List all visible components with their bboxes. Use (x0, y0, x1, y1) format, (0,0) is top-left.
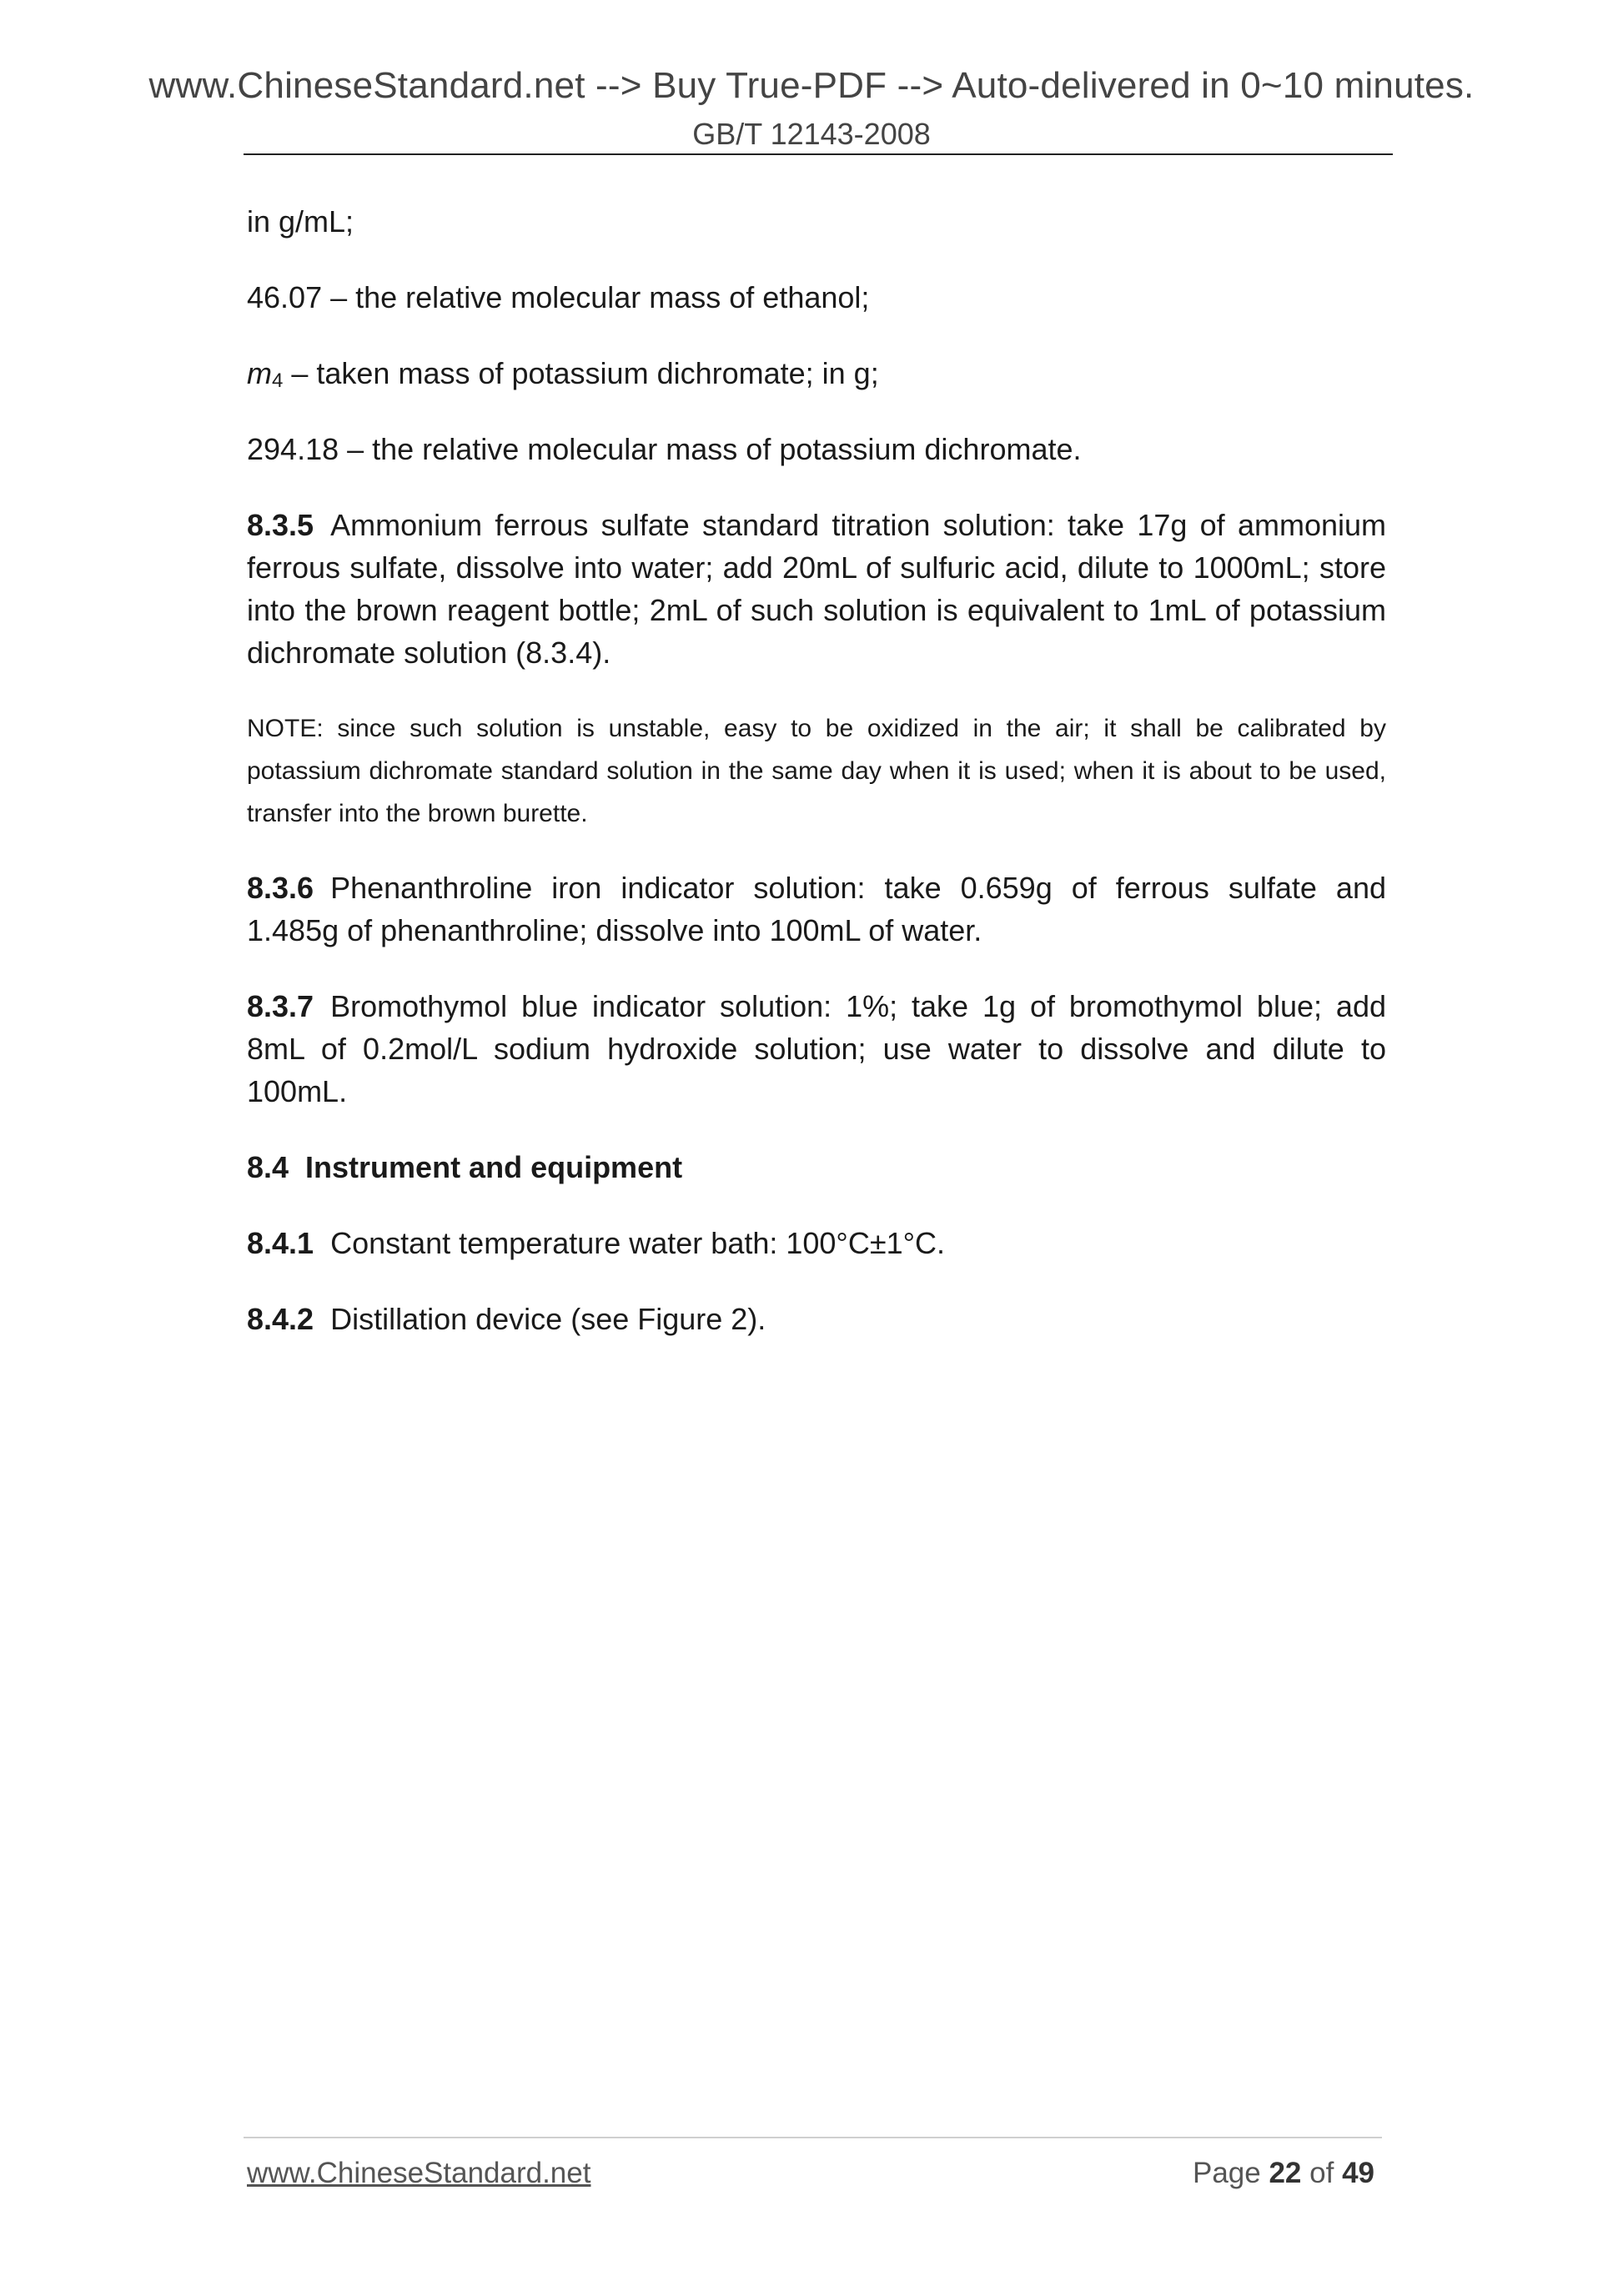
page-body (247, 200, 1386, 1374)
header-divider (244, 153, 1393, 155)
section-8-4-1 (247, 1222, 1386, 1264)
variable-m: m (247, 356, 272, 390)
note: NOTE: since such solution is unstable, easy to be oxidized in the air; it shall be calibrated by potassium dichromate standard solution in the same day when it is used; when it is about to be used, transfer into the brown burette. (247, 715, 1386, 827)
section-number: 8.4.1 (247, 1226, 314, 1260)
footer-divider (244, 2137, 1382, 2138)
paragraph-m4 (247, 352, 1386, 394)
top-banner: www.ChineseStandard.net --> Buy True-PDF --> Auto-delivered in 0~10 minutes. (148, 65, 1475, 106)
paragraph-dichromate-mass: 294.18 – the relative molecular mass of potassium dichromate. (247, 432, 1082, 466)
page-number (1193, 2157, 1374, 2190)
section-title: Instrument and equipment (305, 1150, 683, 1184)
footer-website-link[interactable]: www.ChineseStandard.net (247, 2157, 591, 2189)
m4-definition: – taken mass of potassium dichromate; in g; (283, 356, 879, 390)
section-8-4-heading (247, 1146, 1386, 1188)
section-number: 8.4.2 (247, 1302, 314, 1336)
section-number: 8.3.5 (247, 508, 314, 542)
section-8-3-7 (247, 985, 1386, 1113)
variable-subscript: 4 (272, 369, 284, 392)
section-8-4-2 (247, 1298, 1386, 1340)
section-number: 8.3.7 (247, 989, 314, 1023)
page-of: of (1309, 2157, 1334, 2189)
section-8-3-5 (247, 504, 1386, 674)
section-number: 8.4 (247, 1150, 289, 1184)
section-text: Bromothymol blue indicator solution: 1%; take 1g of bromothymol blue; add 8mL of 0.2mol/L sodium hydroxide solution; use water to dissolve and dilute to 100mL. (247, 989, 1386, 1108)
page-label: Page (1192, 2157, 1261, 2189)
section-number: 8.3.6 (247, 871, 314, 905)
section-text: Distillation device (see Figure 2). (330, 1302, 766, 1336)
total-pages: 49 (1342, 2157, 1374, 2189)
paragraph-ethanol-mass: 46.07 – the relative molecular mass of ethanol; (247, 280, 870, 314)
paragraph-unit: in g/mL; (247, 204, 354, 239)
standard-code: GB/T 12143-2008 (692, 117, 931, 151)
section-text: Phenanthroline iron indicator solution: take 0.659g of ferrous sulfate and 1.485g of phenanthroline; dissolve into 100mL of water. (247, 871, 1386, 947)
section-text: Ammonium ferrous sulfate standard titration solution: take 17g of ammonium ferrous sulfate, dissolve into water; add 20mL of sulfuric acid, dilute to 1000mL; store into the brown reagent bottle; 2mL of such solution is equivalent to 1mL of potassium dichromate solution (8.3.4). (247, 508, 1386, 670)
current-page: 22 (1269, 2157, 1302, 2189)
section-text: Constant temperature water bath: 100°C±1°C. (330, 1226, 946, 1260)
section-8-3-6 (247, 867, 1386, 952)
